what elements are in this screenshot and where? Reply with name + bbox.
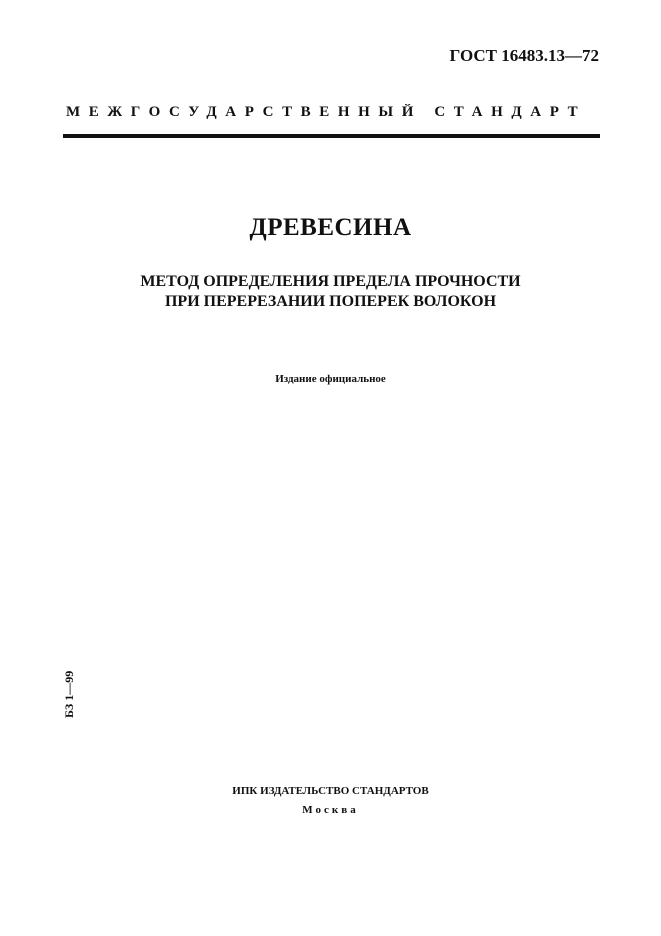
document-title: ДРЕВЕСИНА [249,214,412,241]
subtitle-line-1: МЕТОД ОПРЕДЕЛЕНИЯ ПРЕДЕЛА ПРОЧНОСТИ [140,273,521,290]
publisher-city: Москва [302,804,359,816]
edition-note: Издание официальное [275,373,386,385]
publisher-name: ИПК ИЗДАТЕЛЬСТВО СТАНДАРТОВ [232,785,429,797]
side-code: БЗ 1—99 [62,670,76,718]
document-subtitle [0,272,661,312]
gost-code: ГОСТ 16483.13—72 [449,46,599,65]
header-divider [63,134,600,138]
subtitle-line-2: ПРИ ПЕРЕРЕЗАНИИ ПОПЕРЕК ВОЛОКОН [164,293,497,310]
standard-type: МЕЖГОСУДАРСТВЕННЫЙ СТАНДАРТ [66,104,587,120]
